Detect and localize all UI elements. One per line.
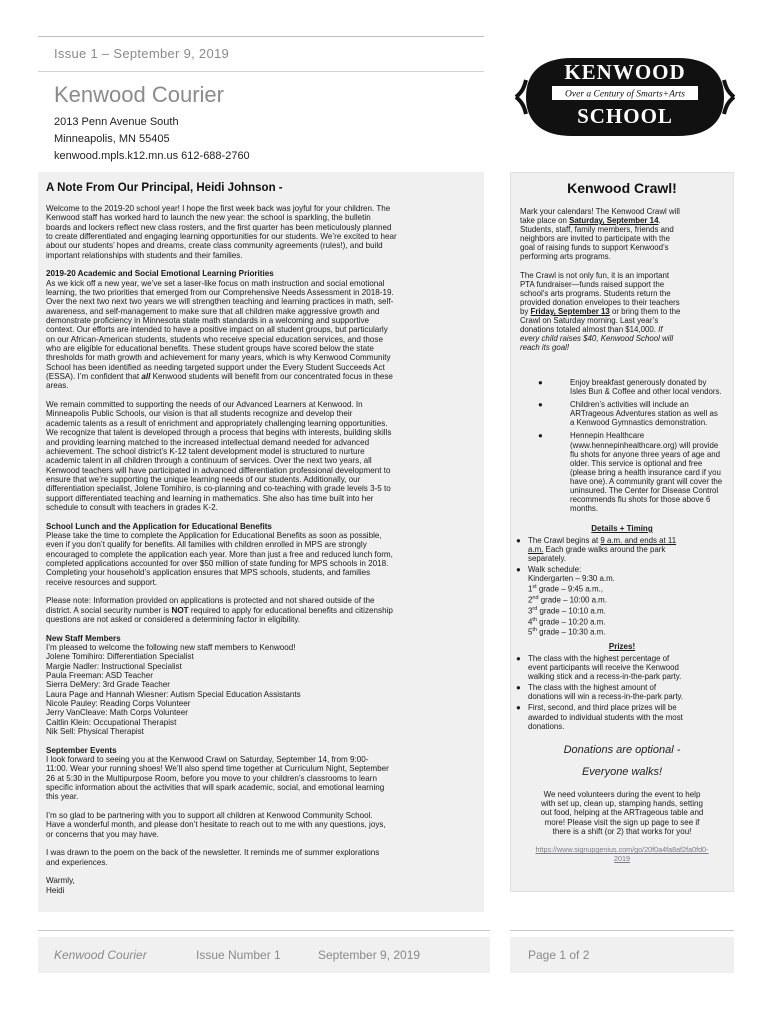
text-line: flu shots for anyone three years of age and xyxy=(570,449,721,459)
footer-rule-right xyxy=(510,930,734,931)
crawl-p1-d: . xyxy=(658,216,661,226)
text-line: We remain committed to supporting the needs of our Advanced Learners at Kenwood. In xyxy=(46,400,363,410)
text-line: I’m so glad to be partnering with you to support all children at Kenwood Community School. xyxy=(46,811,373,821)
privacy-line-2a: district. A social security number is xyxy=(46,605,172,615)
text-line: Have a wonderful month, and please don’t hesitate to reach out to me with any questions, joys, xyxy=(46,820,386,830)
text-line: PTA fundraiser—funds raised support the xyxy=(520,279,665,289)
crawl-intro xyxy=(520,207,732,361)
details-1c: a.m. xyxy=(528,545,544,555)
text-line: important relationships with students and their families. xyxy=(46,250,243,260)
address-street: 2013 Penn Avenue South xyxy=(54,116,179,128)
list-item xyxy=(510,703,736,730)
lunch-section xyxy=(46,522,480,587)
list-item xyxy=(510,683,736,701)
kenwood-school-logo xyxy=(512,52,738,142)
text-line: 11:00. Wear your running shoes! We’ll also spend time together at Curriculum Night, September xyxy=(46,764,389,774)
text-line: donations. xyxy=(528,721,565,731)
crawl-p2-a: by xyxy=(520,306,531,316)
footer-rule-left xyxy=(38,930,490,931)
closing-paragraph xyxy=(46,811,480,839)
text-line: Children’s activities will include an xyxy=(570,400,689,410)
details-1e: separately. xyxy=(528,554,567,564)
text-line: months. xyxy=(570,504,599,514)
text-line: receive resources and support. xyxy=(46,577,158,587)
list-item: ● Walk schedule: Kindergarten – 9:30 a.m. 1st grade – 9:45 a.m., 2nd grade – 10:00 a.m. 3rd grade – 10:10 a.m. 4th grade – 10:20 a.m. 5th grade – 10:30 a.m. xyxy=(510,565,736,637)
envelope-deadline: Friday, September 13 xyxy=(530,306,610,316)
bullet-icon: ● xyxy=(516,703,521,713)
text-line: awarded to individual students with the most xyxy=(528,712,683,722)
staff-line: Caitlin Klein: Occupational Therapist xyxy=(46,717,177,727)
masthead-top-rule xyxy=(38,36,484,37)
crawl-p2-g: every child raises $40, Kenwood School will xyxy=(520,334,674,344)
text-line: The Crawl is not only fun, it is an important xyxy=(520,270,670,280)
text-line: thresholds for math growth and achievement for many years, which is why Kenwood Community xyxy=(46,353,391,363)
text-line: provided donation envelopes to their teachers xyxy=(520,297,680,307)
bullet-icon: ● xyxy=(538,378,543,387)
text-line: Crawl on Saturday morning. Last year’s xyxy=(520,316,659,326)
staff-line: Jolene Tomihiro: Differentiation Specialist xyxy=(46,652,194,662)
text-line: this year. xyxy=(46,792,79,802)
text-line: uninsured. The Center for Disease Control xyxy=(570,486,719,496)
text-line: and experiences. xyxy=(46,857,108,867)
schedule-line: 4th grade – 10:20 a.m. xyxy=(528,616,606,627)
intro-paragraph xyxy=(46,204,480,260)
crawl-p2-h: reach its goal! xyxy=(520,343,570,353)
privacy-line-3: questions are not asked or considered a determining factor in eligibility. xyxy=(46,614,301,624)
text-line: ensure that we’re supporting the unique learning needs of our students. Additionally, our xyxy=(46,474,361,484)
address-city: Minneapolis, MN 55405 xyxy=(54,133,170,145)
list-item xyxy=(520,378,734,396)
text-line: or concerns that you may have. xyxy=(46,829,159,839)
text-line: event participants will receive the Kenwood xyxy=(528,663,679,673)
text-line: specific information about the activities that will spark academic, social, and emotional learning xyxy=(46,783,385,793)
text-line: older. This service is optional and free xyxy=(570,458,703,468)
essa-emphasis: all xyxy=(141,372,151,382)
text-line: Kenwood teachers will have participated in advanced differentiation professional development to xyxy=(46,465,391,475)
text-line: Welcome to the 2019-20 school year! I hope the first week back was joyful for your children. The xyxy=(46,204,391,213)
list-item xyxy=(520,400,734,427)
new-staff-section xyxy=(46,634,480,737)
text-line: encouraged to complete the application each year. More than just a free and reduced lunch form, xyxy=(46,549,393,559)
crawl-p2-c: or bring them to the xyxy=(609,306,681,316)
text-line: differentiation specialist, Jolene Tomihiro, is co-planning and co-teaching with grade levels 3-5 to xyxy=(46,484,391,494)
crawl-date: Saturday, September 14 xyxy=(569,216,659,226)
bullet-icon: ● xyxy=(516,683,521,693)
prizes-heading: Prizes! xyxy=(608,642,636,651)
text-line: First, second, and third place prizes will be xyxy=(528,703,677,713)
poem-paragraph xyxy=(46,848,480,867)
donations-optional: Donations are optional - xyxy=(563,744,681,756)
sign-name: Heidi xyxy=(46,885,65,895)
text-line: academic talents as a result of enrichment and appropriately challenging learning opportunities. xyxy=(46,418,388,428)
text-line: on our African-American students, students who receive special education services, and those xyxy=(46,334,383,344)
text-line: learning, the two priorities that emerged from our Comprehensive Needs Assessment in 2018-19. xyxy=(46,288,394,298)
text-line: recommends flu shots for those above 6 xyxy=(570,495,711,505)
schedule-line: 3rd grade – 10:10 a.m. xyxy=(528,605,606,616)
principal-note-body xyxy=(46,204,480,904)
issue-line: Issue 1 – September 9, 2019 xyxy=(54,46,230,61)
details-1a: The Crawl begins at xyxy=(528,536,601,545)
text-line: School has been identified as needing targeted support under the Every Student Succeeds Act xyxy=(46,362,385,372)
events-section xyxy=(46,746,480,802)
masthead-rule xyxy=(38,71,484,72)
list-item: ● The Crawl begins at 9 a.m. and ends at 11 a.m. Each grade walks around the park separately. xyxy=(510,536,736,563)
text-line: completed applications accounted for over $50 million of state funding for MPS schools in 2018. xyxy=(46,558,389,568)
text-line: schedule to consult with teachers in grades K-2. xyxy=(46,502,218,512)
crawl-activities-list xyxy=(520,378,734,517)
everyone-walks: Everyone walks! xyxy=(581,766,663,778)
events-title: September Events xyxy=(46,745,117,755)
text-line: neighbors are invited to participate with the xyxy=(520,234,671,244)
text-line: boards and lockers reflect new class rosters, and the first quarter has been meticulously planned xyxy=(46,222,392,232)
text-line: Isles Bun & Coffee and other local vendors. xyxy=(570,387,722,397)
staff-line: Nik Sell: Physical Therapist xyxy=(46,727,144,737)
text-line: The class with the highest amount of xyxy=(528,683,657,693)
footer-date: September 9, 2019 xyxy=(318,948,421,962)
bullet-icon: ● xyxy=(538,400,543,410)
details-1b: 9 a.m. and ends at 11 xyxy=(600,536,677,545)
schedule-line: 5th grade – 10:30 a.m. xyxy=(528,627,606,637)
details-heading: Details + Timing xyxy=(591,524,653,533)
text-line: Kenwood staff has worked hard to launch the new year: the school is sparkling, the bulletin xyxy=(46,213,371,223)
principal-note-heading: A Note From Our Principal, Heidi Johnson - xyxy=(46,182,283,194)
text-line: Completing your household’s application ensures that MPS schools, students, and families xyxy=(46,568,371,578)
list-item xyxy=(520,431,734,513)
text-line: more! Please visit the sign up page to see if xyxy=(544,817,700,827)
text-line: As we kick off a new year, we’ve set a laser-like focus on math instruction and social emotional xyxy=(46,278,385,288)
text-line: who are eligible for educational benefits. These student groups have scored below the state xyxy=(46,344,374,354)
signature xyxy=(46,876,480,895)
text-line: achievement. The school district’s K-12 talent development model is structured to nurture xyxy=(46,446,365,456)
text-line: Minneapolis Public Schools, our vision is that all students recognize and develop their xyxy=(46,409,353,419)
text-line: context. Our efforts are intended to have a positive impact on all student groups, but particularly xyxy=(46,325,388,335)
text-line: have one). A community grant will cover the xyxy=(570,476,723,486)
essa-text-a: (ESSA). I’m confident that xyxy=(46,372,142,382)
schedule-line: 2nd grade – 10:00 a.m. xyxy=(528,595,607,605)
text-line: (please bring a health insurance card if you xyxy=(570,467,721,477)
staff-line: Nicole Pauley: Reading Corps Volunteer xyxy=(46,698,191,708)
privacy-note xyxy=(46,596,480,624)
priorities-section xyxy=(46,269,480,390)
signup-link[interactable] xyxy=(514,846,730,863)
text-line: We recognize that talent is developed through a process that begins with interests, building skills xyxy=(46,428,392,438)
details-1d: Each grade walks around the park xyxy=(543,545,666,555)
text-line: Enjoy breakfast generously donated by xyxy=(570,378,707,387)
schedule-line: Kindergarten – 9:30 a.m. xyxy=(528,574,615,584)
text-line: donations will win a recess-in-the-park party. xyxy=(528,692,684,702)
text-line: The class with the highest percentage of xyxy=(528,654,670,663)
text-line: with set up, clean up, stamping hands, setting xyxy=(541,799,703,809)
footer-issue-number: Issue Number 1 xyxy=(196,948,281,962)
text-line: performing arts programs. xyxy=(520,252,611,262)
walk-schedule-label: Walk schedule: xyxy=(528,565,582,575)
text-line: walking stick and a recess-in-the-park party. xyxy=(528,672,682,682)
text-line: out food, helping at the ARTrageous table and xyxy=(540,808,704,818)
advanced-learners-paragraph xyxy=(46,400,480,512)
footer-newsletter-name: Kenwood Courier xyxy=(54,948,147,962)
text-line: academic talent in all children through a continuum of services. Over the next two years, all xyxy=(46,456,372,466)
crawl-p1-b: take place on xyxy=(520,216,570,226)
logo-tagline: Over a Century of Smarts+Arts xyxy=(565,89,685,100)
prizes-list xyxy=(510,654,736,733)
volunteer-text xyxy=(514,790,730,836)
privacy-line-1: Please note: Information provided on applications is protected and not shared outside of the xyxy=(46,596,375,606)
text-line: support differentiated teaching and learning in mathematics. She also has time built into her xyxy=(46,493,374,503)
text-line: even if you don’t qualify for benefits. All families with children enrolled in MPS are strongly xyxy=(46,540,367,550)
newsletter-title: Kenwood Courier xyxy=(54,82,224,107)
privacy-not: NOT xyxy=(171,605,189,615)
text-line: school's arts programs. Students return the xyxy=(520,288,671,298)
footer-page-number: Page 1 of 2 xyxy=(528,948,590,962)
website-phone: kenwood.mpls.k12.mn.us 612-688-2760 xyxy=(54,150,250,162)
text-line: Over the next two next two years we will strengthen teaching and learning practices in math, self- xyxy=(46,297,394,307)
logo-bottom-text: SCHOOL xyxy=(577,104,673,128)
crawl-p2-e: donations totaled almost than $14,000. xyxy=(520,325,659,335)
staff-line: Paula Freeman: ASD Teacher xyxy=(46,670,153,680)
text-line: (www.hennepinhealthcare.org) will provide xyxy=(570,440,719,450)
crawl-p2-f: If xyxy=(658,325,663,335)
staff-line: Margie Nadler: Instructional Specialist xyxy=(46,661,182,671)
text-line: there is a shift (or 2) that works for you! xyxy=(552,826,692,836)
text-line: about our students’ hopes and dreams, create class community agreements (rules!), and build xyxy=(46,241,383,251)
text-line: Students, staff, family members, friends and xyxy=(520,225,674,235)
text-line: I was drawn to the poem on the back of the newsletter. It reminds me of summer explorations xyxy=(46,848,380,858)
lunch-title: School Lunch and the Application for Educational Benefits xyxy=(46,521,272,531)
essa-text-d: areas. xyxy=(46,381,69,391)
essa-text-c: Kenwood students will benefit from our concentrated focus in these xyxy=(150,372,393,382)
bullet-icon: ● xyxy=(516,654,521,663)
signup-link-line-1[interactable]: https://www.signupgenius.com/go/20f0a4fa8af2fa0fd0- xyxy=(535,845,709,854)
staff-line: I’m pleased to welcome the following new staff members to Kenwood! xyxy=(46,642,296,652)
text-line: Please take the time to complete the Application for Educational Benefits as soon as possible, xyxy=(46,530,382,540)
text-line: demonstrate proficiency in Minnesota state math standards in a welcoming and supportive xyxy=(46,316,370,326)
priorities-title: 2019-20 Academic and Social Emotional Learning Priorities xyxy=(46,269,274,279)
staff-line: Jerry VanCleave: Math Corps Volunteer xyxy=(46,708,189,718)
signup-link-line-2[interactable]: 2019 xyxy=(614,853,630,863)
kenwood-crawl-heading: Kenwood Crawl! xyxy=(567,180,677,196)
text-line: goal of raising funds to support Kenwood’s xyxy=(520,243,669,253)
text-line: I look forward to seeing you at the Kenwood Crawl on Saturday, September 14, from 9:00- xyxy=(46,755,369,764)
crawl-p1-a: Mark your calendars! The Kenwood Crawl will xyxy=(520,207,680,216)
logo-top-text: KENWOOD xyxy=(564,60,686,84)
text-line: and providing learning matched to the increased intellectual demand needed for advanced xyxy=(46,437,370,447)
text-line: ARTrageous Adventures station as well as xyxy=(570,409,718,419)
details-list xyxy=(510,536,736,639)
text-line: Hennepin Healthcare xyxy=(570,431,645,441)
new-staff-title: New Staff Members xyxy=(46,633,121,643)
text-line: 26 at 5:30 in the Multipurpose Room, before you move to your children’s classrooms to learn xyxy=(46,773,377,783)
text-line: a Kenwood Gymnastics demonstration. xyxy=(570,418,708,428)
list-item xyxy=(510,654,736,681)
privacy-line-2c: required to apply for educational benefits and citizenship xyxy=(188,605,393,615)
schedule-line: 1st grade – 9:45 a.m., xyxy=(528,584,603,595)
text-line: to create differentiated and engaging learning opportunities for our students. We’re excited to hear xyxy=(46,232,397,242)
text-line: awareness, and self-management to make sure that all children make aggressive growth and xyxy=(46,306,380,316)
staff-line: Laura Page and Hannah Wiesner: Autism Special Education Assistants xyxy=(46,689,301,699)
staff-line: Sierra DeMery: 3rd Grade Teacher xyxy=(46,680,171,690)
bullet-icon: ● xyxy=(538,431,543,441)
text-line: We need volunteers during the event to help xyxy=(543,790,701,799)
sign-off: Warmly, xyxy=(46,876,75,886)
